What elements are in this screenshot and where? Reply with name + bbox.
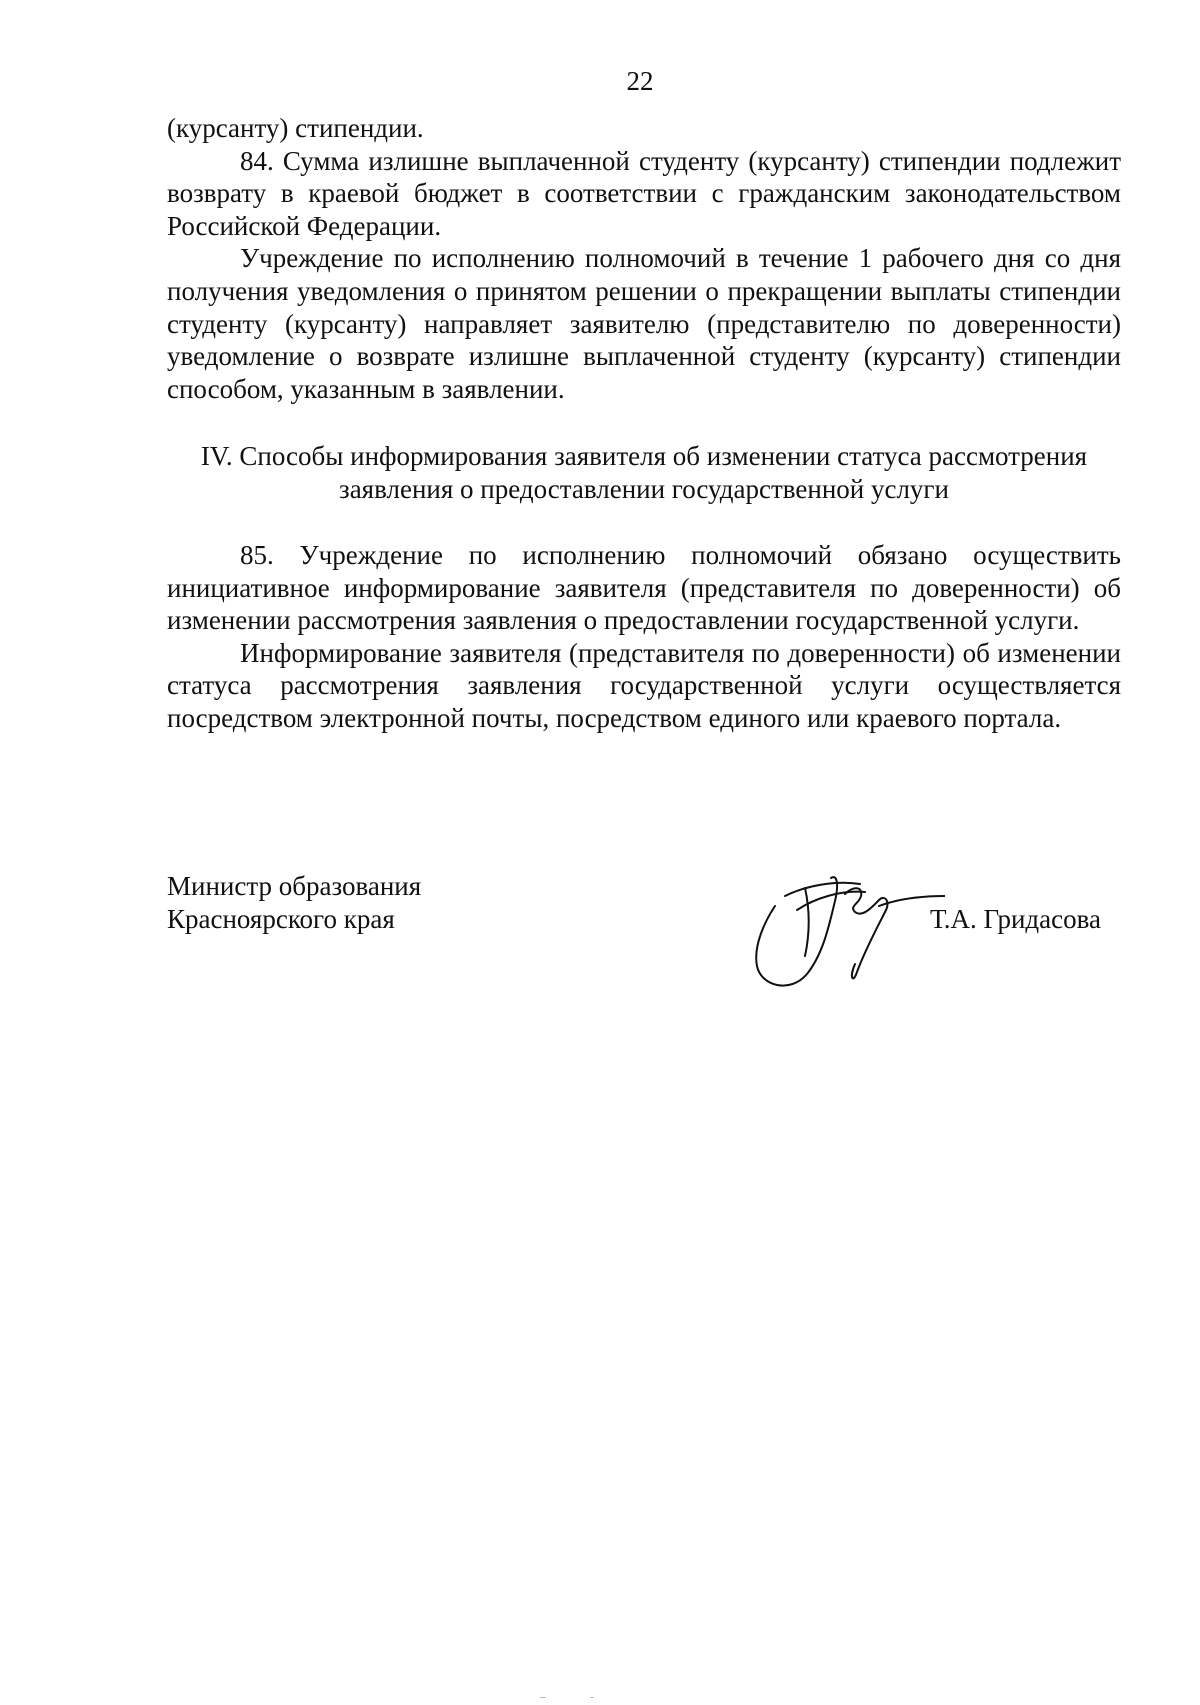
signatory-title-line-1: Министр образования [167, 871, 422, 901]
paragraph-85: 85. Учреждение по исполнению полномочий обязано осуществить инициативное информирование заявителя (представителя по доверенности) об изменении рассмотрения заявления о предоставлении государственной услуги. [167, 540, 1121, 636]
paragraph-notification: Учреждение по исполнению полномочий в течение 1 рабочего дня со дня получения уведомления о принятом решении о прекращении выплаты стипендии студенту (курсанту) направляет заявителю (представителю по доверенности) уведомление о возврате излишне выплаченной студенту (курсанту) стипендии способом, указанным в заявлении. [167, 243, 1121, 404]
signatory-title-line-2: Красноярского края [167, 903, 395, 934]
text-block-bottom [167, 539, 1121, 735]
handwritten-signature [745, 866, 945, 996]
paragraph-84: 84. Сумма излишне выплаченной студенту (курсанту) стипендии подлежит возврату в краевой бюджет в соответствии с гражданским законодательством Российской Федерации. [167, 145, 1121, 241]
paragraph-continuation: (курсанту) стипендии. [167, 113, 424, 143]
signatory-name: Т.А. Гридасова [930, 904, 1101, 934]
section-heading-line-1: IV. Способы информирования заявителя об изменении статуса рассмотрения [200, 441, 1088, 471]
scan-artifact [590, 1697, 594, 1698]
text-block-top [167, 112, 1121, 405]
section-heading-line-2: заявления о предоставлении государственной услуги [339, 473, 949, 504]
signatory-title [167, 870, 421, 935]
page-number: 22 [626, 66, 654, 96]
scan-artifact [540, 1697, 546, 1698]
section-heading [167, 440, 1121, 505]
paragraph-informing: Информирование заявителя (представителя по доверенности) об изменении статуса рассмотрения заявления государственной услуги осуществляется посредством электронной почты, посредством единого или краевого портала. [167, 637, 1121, 733]
